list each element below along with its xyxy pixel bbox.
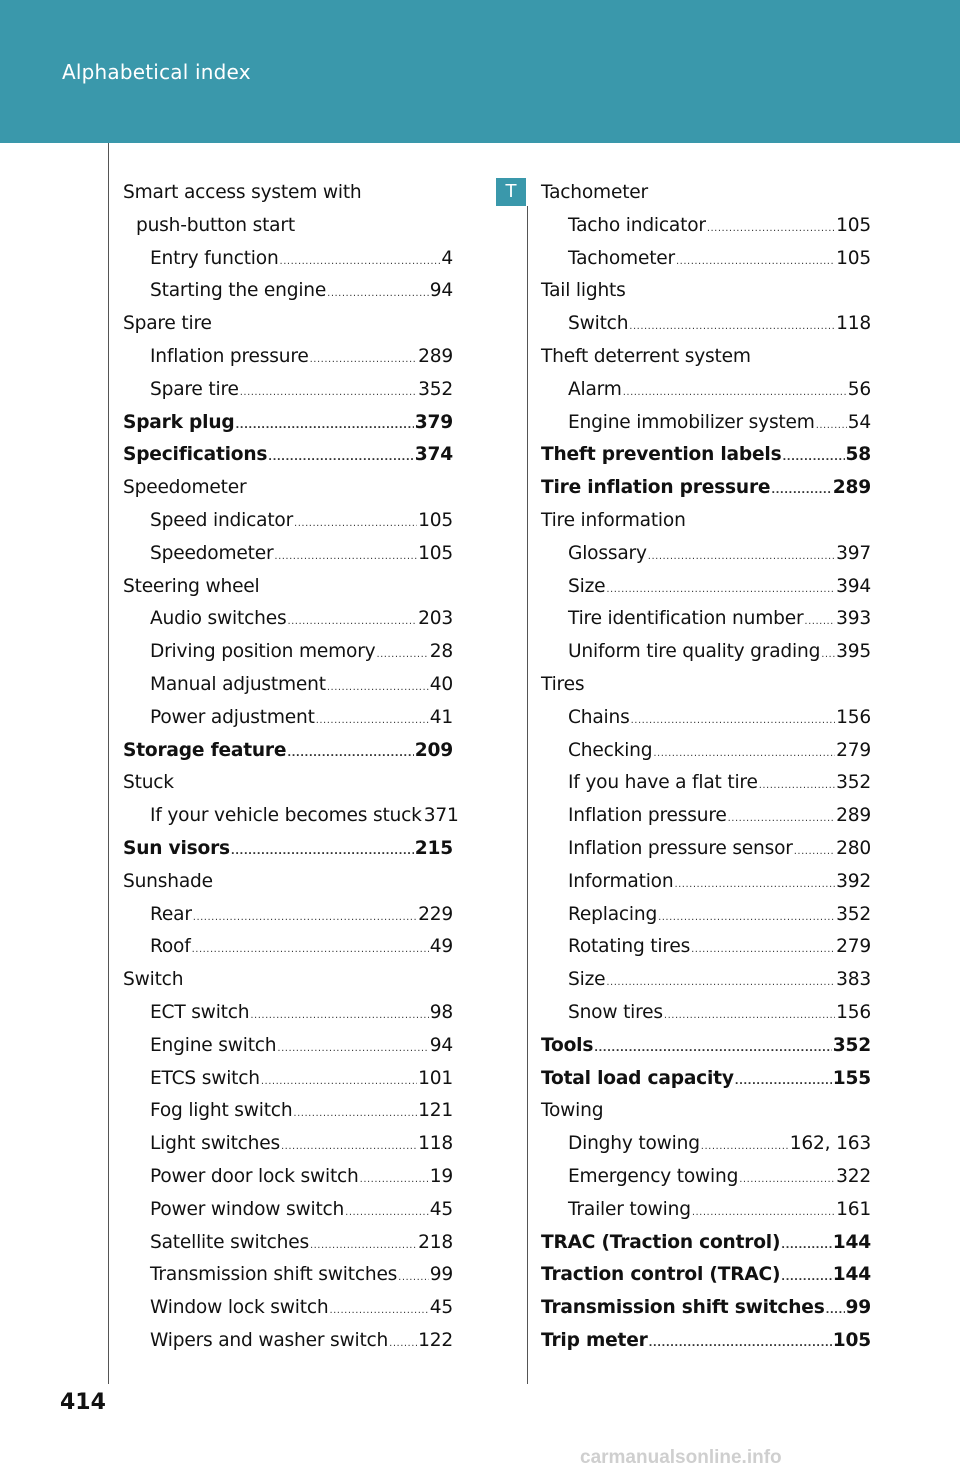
dot-leader: [606, 967, 835, 1000]
index-entry[interactable]: [541, 374, 871, 407]
index-entry-text: Theft prevention labels: [541, 444, 782, 466]
dot-leader: [759, 770, 835, 803]
index-entry-text: Towing: [541, 1100, 604, 1122]
index-entry[interactable]: [541, 210, 871, 243]
index-entry[interactable]: [123, 341, 453, 374]
index-entry[interactable]: [541, 636, 871, 669]
index-entry-text: Audio switches: [150, 608, 287, 630]
index-entry-text: Spare tire: [150, 378, 239, 400]
dot-leader: [816, 410, 847, 443]
index-entry-text: Replacing: [568, 903, 658, 925]
index-entry[interactable]: [123, 669, 453, 702]
index-entry-page[interactable]: 392: [836, 870, 871, 892]
index-entry-page[interactable]: 118: [418, 1133, 453, 1155]
dot-leader: [345, 1197, 429, 1230]
dot-leader: [310, 344, 417, 377]
index-entry-page[interactable]: 105: [418, 542, 453, 564]
index-entry-page[interactable]: 94: [429, 280, 453, 302]
dot-leader: [287, 606, 417, 639]
index-entry-page[interactable]: 379: [414, 411, 453, 433]
index-entry[interactable]: [123, 275, 453, 308]
dot-leader: [631, 705, 836, 738]
index-entry-page[interactable]: 162, 163: [789, 1133, 871, 1155]
index-entry-text: Information: [568, 870, 674, 892]
dot-leader: [606, 574, 835, 607]
index-entry[interactable]: [123, 538, 453, 571]
index-entry: [541, 669, 871, 702]
dot-leader: [236, 410, 414, 443]
dot-leader: [623, 377, 847, 410]
index-entry-text: Spare tire: [123, 313, 212, 335]
dot-leader: [277, 1033, 428, 1066]
index-entry-page[interactable]: 352: [418, 378, 453, 400]
index-entry[interactable]: [541, 1030, 871, 1063]
index-entry-page[interactable]: 352: [832, 1034, 871, 1056]
index-entry[interactable]: [541, 407, 871, 440]
index-entry-text: Engine switch: [150, 1034, 277, 1056]
index-entry-page[interactable]: 383: [836, 969, 871, 991]
dot-leader: [398, 1262, 429, 1295]
dot-leader: [676, 246, 835, 279]
index-entry-page[interactable]: 40: [429, 673, 453, 695]
index-column-left: [123, 177, 459, 1358]
header-title: Alphabetical index: [62, 60, 251, 84]
index-entry-page[interactable]: 144: [832, 1264, 871, 1286]
index-entry-page[interactable]: 395: [836, 641, 871, 663]
index-entry-page[interactable]: 394: [836, 575, 871, 597]
dot-leader: [268, 442, 414, 475]
dot-leader: [691, 934, 835, 967]
index-entry-text: Size: [568, 575, 606, 597]
index-entry-text: Power adjustment: [150, 706, 315, 728]
index-entry-text: If you have a flat tire: [568, 772, 758, 794]
dot-leader: [781, 1230, 832, 1263]
index-entry[interactable]: [123, 735, 453, 768]
index-column-right: [541, 177, 871, 1358]
dot-leader: [735, 1066, 832, 1099]
index-entry-text: Uniform tire quality grading: [568, 641, 821, 663]
index-entry: [123, 767, 453, 800]
dot-leader: [360, 1164, 429, 1197]
section-tab-t[interactable]: T: [496, 178, 526, 206]
index-entry-page[interactable]: 371: [423, 805, 459, 827]
index-entry-page[interactable]: 155: [832, 1067, 871, 1089]
index-entry-page[interactable]: 94: [429, 1034, 453, 1056]
dot-leader: [821, 639, 835, 672]
dot-leader: [804, 606, 835, 639]
index-entry-text: ECT switch: [150, 1001, 250, 1023]
index-entry-text: Alarm: [568, 378, 622, 400]
index-entry[interactable]: [541, 964, 871, 997]
index-entry-page[interactable]: 4: [441, 247, 453, 269]
dot-leader: [701, 1131, 789, 1164]
dot-leader: [310, 1230, 417, 1263]
index-entry-text: Storage feature: [123, 739, 287, 761]
index-entry-page[interactable]: 105: [836, 247, 871, 269]
index-entry-page[interactable]: 99: [845, 1297, 871, 1319]
index-entry: [123, 571, 453, 604]
index-entry: [123, 472, 453, 505]
index-entry-page[interactable]: 215: [414, 837, 453, 859]
index-entry[interactable]: [123, 374, 453, 407]
index-entry-text: Roof: [150, 936, 191, 958]
index-entry-text: Speed indicator: [150, 509, 294, 531]
index-entry-text: Inflation pressure: [150, 345, 309, 367]
index-entry[interactable]: [541, 735, 871, 768]
index-entry[interactable]: [541, 833, 871, 866]
index-entry: [123, 308, 453, 341]
index-entry[interactable]: [123, 833, 453, 866]
center-column-rule: [527, 206, 528, 1384]
dot-leader: [649, 1328, 832, 1361]
index-entry-page[interactable]: 28: [429, 641, 453, 663]
index-entry[interactable]: [541, 767, 871, 800]
index-entry-text: Light switches: [150, 1133, 280, 1155]
index-entry-text: TRAC (Traction control): [541, 1231, 781, 1253]
index-entry-text: Inflation pressure: [568, 805, 727, 827]
index-entry-text: Fog light switch: [150, 1100, 293, 1122]
index-entry[interactable]: [541, 603, 871, 636]
dot-leader: [240, 377, 417, 410]
dot-leader: [781, 1262, 832, 1295]
page-header: [0, 0, 960, 143]
index-entry-text: Window lock switch: [150, 1297, 329, 1319]
index-entry[interactable]: [541, 931, 871, 964]
index-entry-page[interactable]: 209: [414, 739, 453, 761]
dot-leader: [771, 475, 831, 508]
index-entry[interactable]: [123, 1128, 453, 1161]
index-entry-page[interactable]: 105: [418, 509, 453, 531]
index-entry[interactable]: [123, 899, 453, 932]
index-entry: [123, 964, 453, 997]
index-entry-text: Tire identification number: [568, 608, 804, 630]
index-entry[interactable]: [541, 1194, 871, 1227]
index-entry-text: Specifications: [123, 444, 268, 466]
index-entry-text: Tire inflation pressure: [541, 477, 771, 499]
index-entry-text: Size: [568, 969, 606, 991]
index-entry-page[interactable]: 218: [418, 1231, 453, 1253]
index-entry-page[interactable]: 105: [832, 1329, 871, 1351]
index-entry[interactable]: [123, 997, 453, 1030]
index-entry-page[interactable]: 352: [836, 772, 871, 794]
index-entry[interactable]: [123, 1095, 453, 1128]
index-entry-text: Tires: [541, 673, 585, 695]
index-entry: [123, 210, 453, 243]
index-entry-text: Transmission shift switches: [541, 1297, 825, 1319]
index-entry-page[interactable]: 161: [836, 1198, 871, 1220]
index-entry-page[interactable]: 54: [847, 411, 871, 433]
index-entry[interactable]: [541, 1325, 871, 1358]
dot-leader: [274, 541, 417, 574]
index-entry[interactable]: [541, 1128, 871, 1161]
index-entry-text: Sun visors: [123, 837, 230, 859]
dot-leader: [653, 738, 835, 771]
dot-leader: [739, 1164, 835, 1197]
index-entry-page[interactable]: 121: [418, 1100, 453, 1122]
index-entry-text: Rotating tires: [568, 936, 691, 958]
index-entry-text: Wipers and washer switch: [150, 1329, 389, 1351]
index-entry-text: Manual adjustment: [150, 673, 326, 695]
index-entry-text: Stuck: [123, 772, 174, 794]
index-entry: [123, 866, 453, 899]
dot-leader: [648, 541, 835, 574]
dot-leader: [316, 705, 429, 738]
index-entry[interactable]: [123, 603, 453, 636]
index-entry-text: Glossary: [568, 542, 647, 564]
index-entry-text: Power window switch: [150, 1198, 345, 1220]
index-entry-text: Traction control (TRAC): [541, 1264, 781, 1286]
index-entry-page[interactable]: 397: [836, 542, 871, 564]
dot-leader: [281, 1131, 417, 1164]
index-entry-text: Tail lights: [541, 280, 626, 302]
index-entry-page[interactable]: 393: [836, 608, 871, 630]
index-entry-text: Dinghy towing: [568, 1133, 700, 1155]
index-entry-page[interactable]: 45: [429, 1198, 453, 1220]
index-entry[interactable]: [541, 538, 871, 571]
index-entry-page[interactable]: 122: [418, 1329, 453, 1351]
dot-leader: [658, 902, 835, 935]
index-entry-text: Trailer towing: [568, 1198, 691, 1220]
index-entry[interactable]: [123, 931, 453, 964]
index-entry-page[interactable]: 156: [836, 706, 871, 728]
index-entry: [541, 177, 871, 210]
index-entry-page[interactable]: 19: [429, 1165, 453, 1187]
index-entry-page[interactable]: 229: [418, 903, 453, 925]
dot-leader: [707, 213, 835, 246]
index-entry-text: Speedometer: [150, 542, 274, 564]
index-entry-text: If your vehicle becomes stuck: [150, 805, 422, 827]
index-entry[interactable]: [541, 800, 871, 833]
dot-leader: [629, 311, 835, 344]
index-entry-text: Tire information: [541, 509, 686, 531]
index-entry[interactable]: [541, 439, 871, 472]
index-entry-text: Transmission shift switches: [150, 1264, 398, 1286]
index-entry-page[interactable]: 101: [418, 1067, 453, 1089]
index-entry[interactable]: [123, 439, 453, 472]
index-entry-text: Rear: [150, 903, 192, 925]
dot-leader: [231, 836, 414, 869]
index-entry-text: push-button start: [136, 214, 295, 236]
index-entry[interactable]: [123, 702, 453, 735]
dot-leader: [192, 934, 429, 967]
index-entry-page[interactable]: 41: [429, 706, 453, 728]
index-entry-text: Tools: [541, 1034, 594, 1056]
dot-leader: [826, 1295, 845, 1328]
index-entry-text: Driving position memory: [150, 641, 376, 663]
dot-leader: [664, 1000, 835, 1033]
index-entry[interactable]: [541, 702, 871, 735]
dot-leader: [794, 836, 835, 869]
dot-leader: [250, 1000, 428, 1033]
index-entry[interactable]: [123, 1161, 453, 1194]
index-entry-text: Tacho indicator: [568, 214, 706, 236]
dot-leader: [692, 1197, 835, 1230]
index-entry-page[interactable]: 374: [414, 444, 453, 466]
index-entry[interactable]: [541, 243, 871, 276]
index-entry-page[interactable]: 203: [418, 608, 453, 630]
dot-leader: [327, 278, 429, 311]
index-entry: [541, 1095, 871, 1128]
index-entry[interactable]: [541, 472, 871, 505]
index-entry[interactable]: [123, 1030, 453, 1063]
index-entry[interactable]: [541, 1161, 871, 1194]
index-entry[interactable]: [123, 1063, 453, 1096]
index-entry-text: Total load capacity: [541, 1067, 734, 1089]
index-entry-text: Tachometer: [541, 182, 648, 203]
index-entry[interactable]: [123, 1325, 453, 1358]
index-entry-page[interactable]: 99: [429, 1264, 453, 1286]
index-entry[interactable]: [541, 571, 871, 604]
index-entry-text: Speedometer: [123, 477, 247, 499]
index-entry[interactable]: [541, 997, 871, 1030]
index-entry-text: Satellite switches: [150, 1231, 309, 1253]
index-entry-text: Snow tires: [568, 1001, 663, 1023]
index-entry-text: Engine immobilizer system: [568, 411, 815, 433]
index-entry[interactable]: [123, 1259, 453, 1292]
dot-leader: [193, 902, 417, 935]
index-entry[interactable]: [541, 866, 871, 899]
index-entry-text: Emergency towing: [568, 1165, 739, 1187]
index-entry[interactable]: [123, 1227, 453, 1260]
index-entry[interactable]: [123, 407, 453, 440]
dot-leader: [594, 1033, 832, 1066]
index-entry-text: Trip meter: [541, 1329, 648, 1351]
index-entry-text: Switch: [123, 969, 184, 991]
index-entry-page[interactable]: 289: [832, 477, 871, 499]
index-entry-page[interactable]: 279: [836, 936, 871, 958]
dot-leader: [728, 803, 835, 836]
index-entry[interactable]: [541, 1063, 871, 1096]
dot-leader: [280, 246, 441, 279]
index-entry[interactable]: [541, 899, 871, 932]
index-entry-text: Chains: [568, 706, 630, 728]
dot-leader: [294, 508, 417, 541]
dot-leader: [674, 869, 835, 902]
index-entry-text: Steering wheel: [123, 575, 260, 597]
index-entry[interactable]: [123, 243, 453, 276]
index-entry-page[interactable]: 118: [836, 313, 871, 335]
index-entry-page[interactable]: 352: [836, 903, 871, 925]
index-entry-page[interactable]: 144: [832, 1231, 871, 1253]
dot-leader: [389, 1328, 417, 1361]
index-entry-page[interactable]: 105: [836, 214, 871, 236]
dot-leader: [376, 639, 428, 672]
index-entry: [123, 177, 453, 210]
index-entry[interactable]: [541, 1292, 871, 1325]
index-entry-page[interactable]: 58: [845, 444, 871, 466]
index-entry-page[interactable]: 49: [429, 936, 453, 958]
index-entry-text: Checking: [568, 739, 653, 761]
index-entry-page[interactable]: 45: [429, 1297, 453, 1319]
index-entry-text: Tachometer: [568, 247, 675, 269]
index-entry-text: Smart access system with: [123, 182, 362, 203]
page-number: 414: [60, 1390, 106, 1415]
index-entry-text: ETCS switch: [150, 1067, 260, 1089]
index-entry-text: Theft deterrent system: [541, 345, 751, 367]
index-entry[interactable]: [541, 1259, 871, 1292]
index-entry-page[interactable]: 98: [429, 1001, 453, 1023]
index-entry-text: Power door lock switch: [150, 1165, 359, 1187]
index-entry[interactable]: [123, 636, 453, 669]
index-entry-page[interactable]: 280: [836, 837, 871, 859]
index-entry-text: Inflation pressure sensor: [568, 837, 793, 859]
left-column-rule: [108, 143, 109, 1384]
dot-leader: [287, 738, 413, 771]
index-entry-page[interactable]: 322: [836, 1165, 871, 1187]
dot-leader: [293, 1098, 417, 1131]
index-entry[interactable]: [123, 1194, 453, 1227]
index-entry[interactable]: [123, 800, 459, 833]
index-entry-text: Spark plug: [123, 411, 235, 433]
index-entry[interactable]: [541, 1227, 871, 1260]
index-entry: [541, 275, 871, 308]
index-entry-text: Entry function: [150, 247, 279, 269]
index-entry[interactable]: [123, 505, 453, 538]
index-entry-page[interactable]: 289: [418, 345, 453, 367]
index-entry[interactable]: [541, 308, 871, 341]
index-entry-page[interactable]: 289: [836, 805, 871, 827]
index-entry: [541, 341, 871, 374]
index-entry[interactable]: [123, 1292, 453, 1325]
index-entry-text: Sunshade: [123, 870, 213, 892]
index-entry-text: Starting the engine: [150, 280, 327, 302]
index-entry-page[interactable]: 56: [847, 378, 871, 400]
index-entry-text: Switch: [568, 313, 629, 335]
dot-leader: [329, 1295, 428, 1328]
dot-leader: [782, 442, 844, 475]
watermark: carmanualsonline.info: [580, 1447, 782, 1468]
index-entry-page[interactable]: 279: [836, 739, 871, 761]
index-entry: [541, 505, 871, 538]
dot-leader: [327, 672, 429, 705]
dot-leader: [261, 1066, 417, 1099]
index-entry-page[interactable]: 156: [836, 1001, 871, 1023]
